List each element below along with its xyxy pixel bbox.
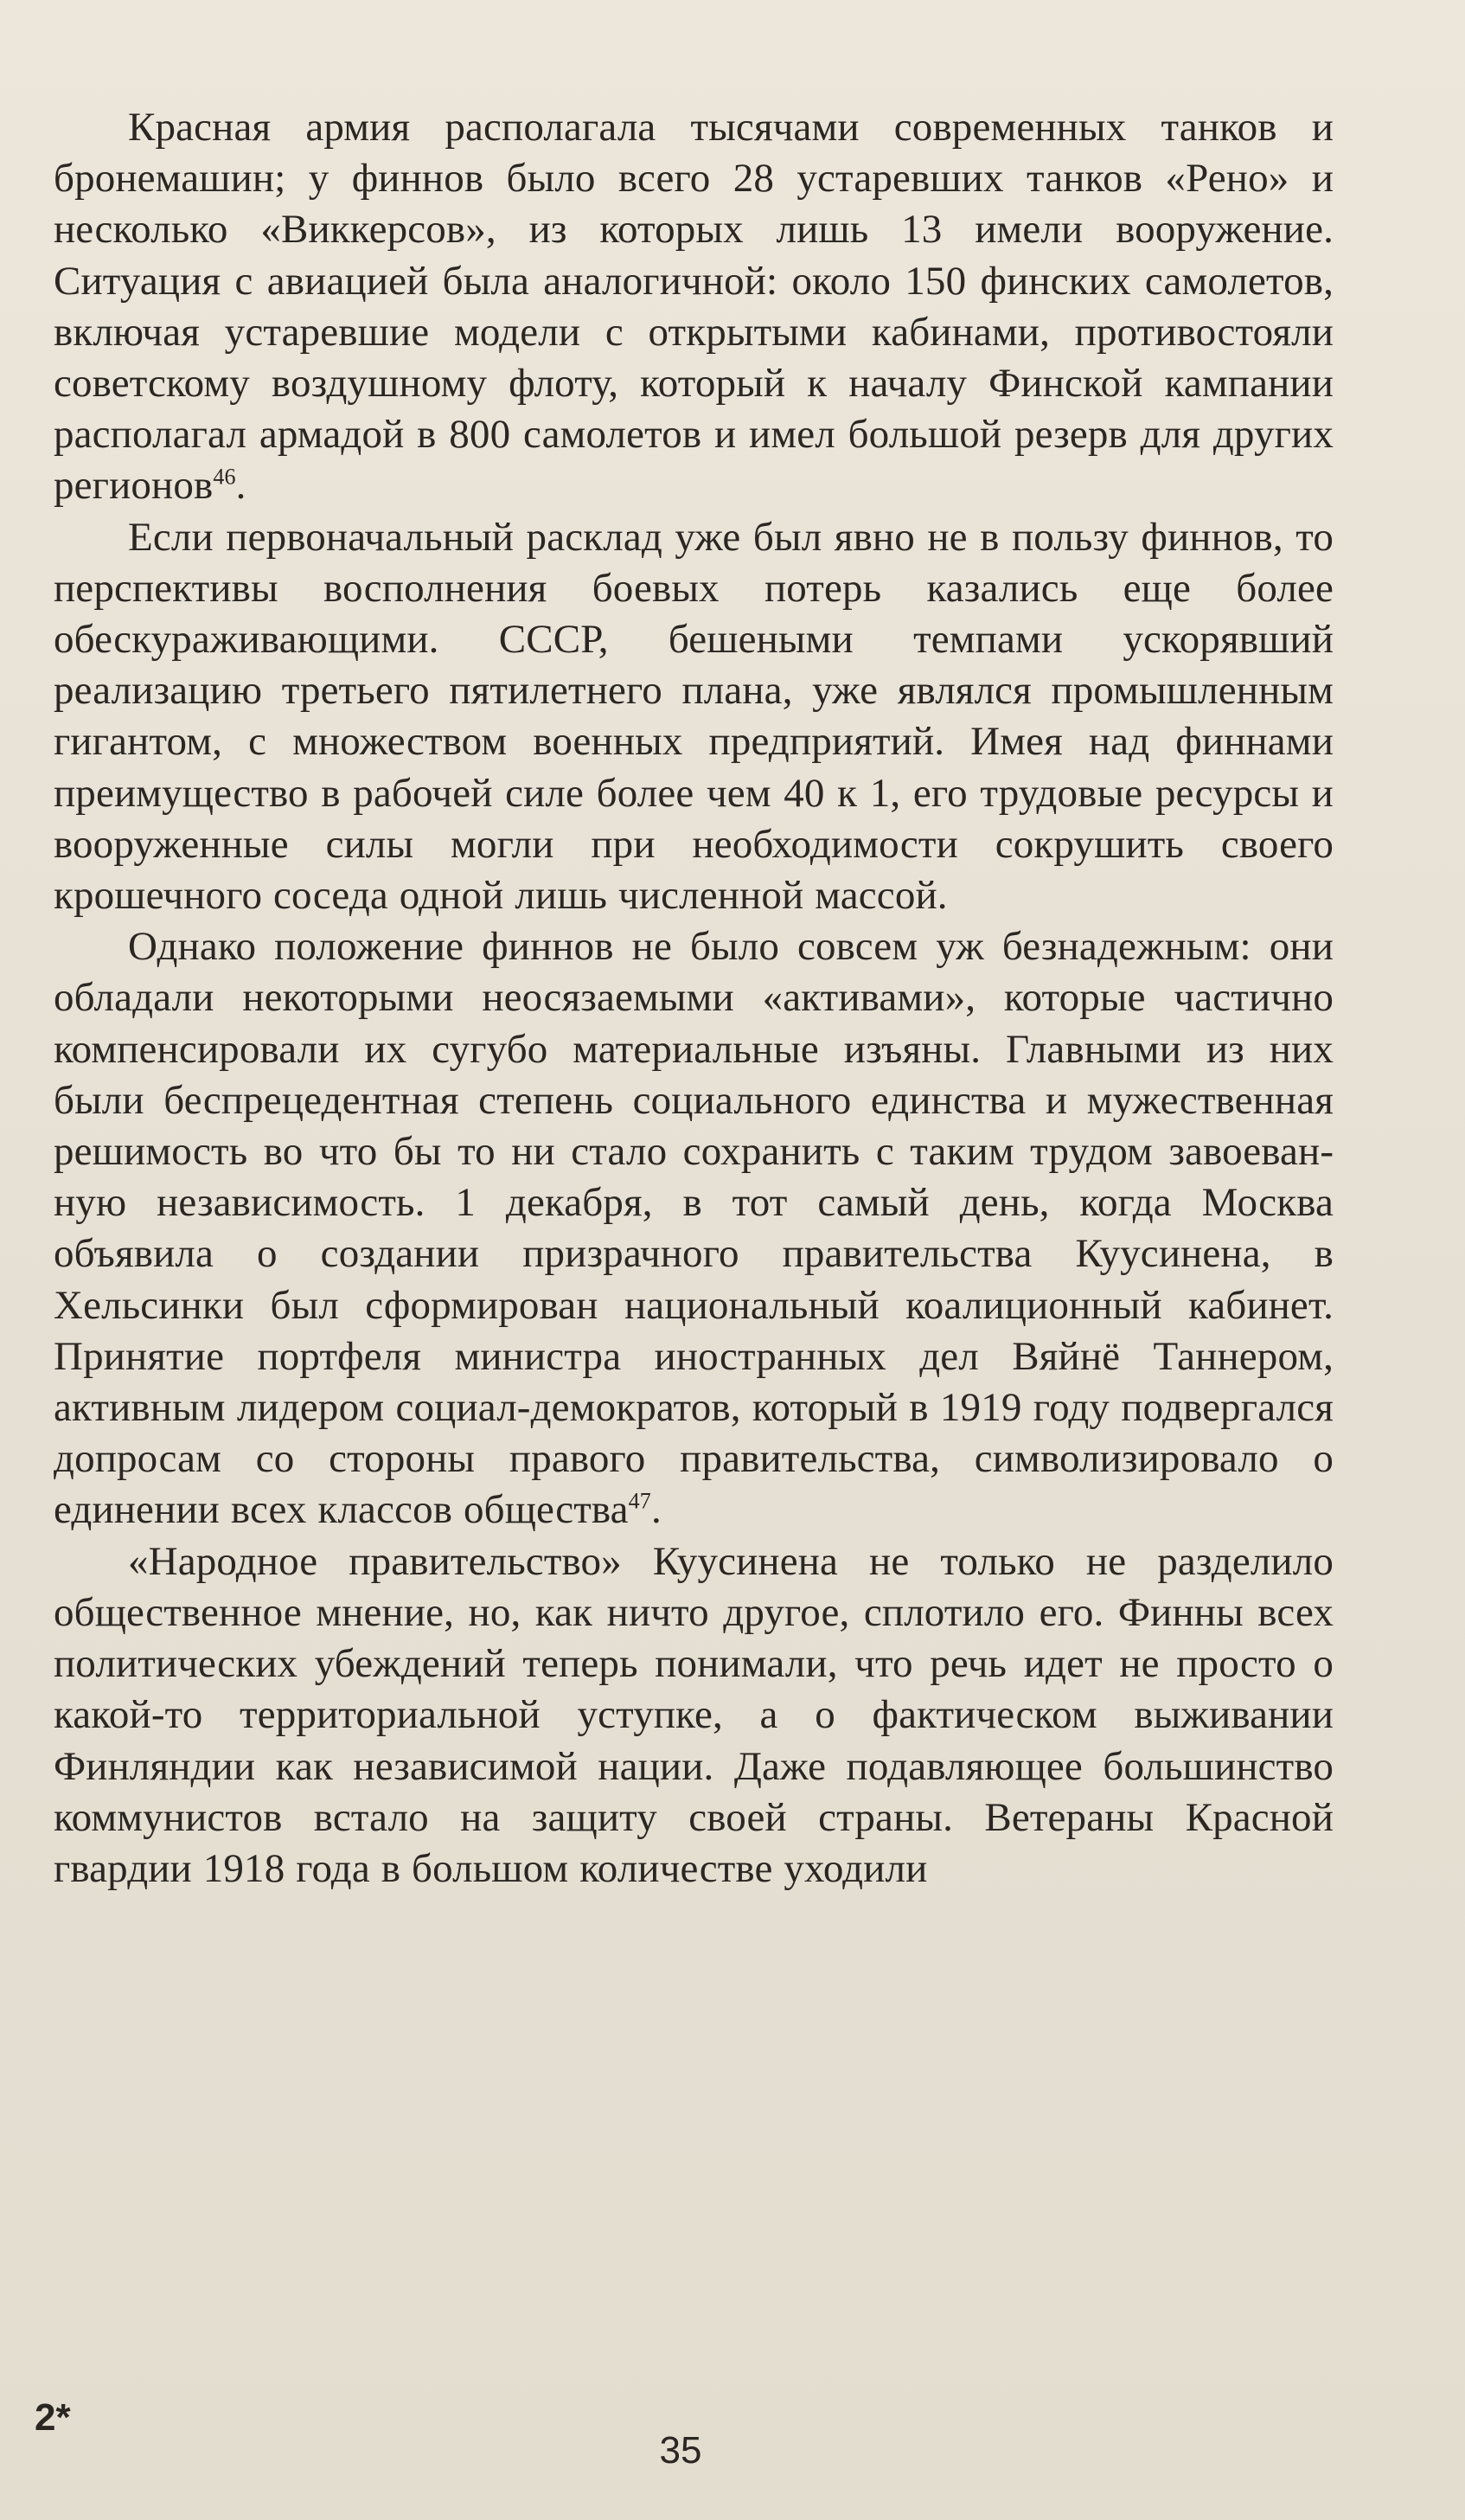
footnote-ref-46: 46 xyxy=(213,464,236,490)
footnote-ref-47: 47 xyxy=(628,1488,651,1514)
paragraph-1 xyxy=(54,102,1334,512)
paragraph-4 xyxy=(54,1536,1334,1895)
paragraph-2-text: Если первоначальный расклад уже был явно не в пользу финнов, то перспективы восполнения боевых потерь казались еще более обескураживающими. СССР, бешеными темпами ускорявший реализацию третьего пятилетнего плана, уже являлся промышленным гигантом, с множеством военных предприятий. Имея над финнами преимущество в рабочей силе более чем 40 к 1, его трудовые ресурсы и вооруженные силы могли при необходимости сокрушить своего крошечного соседа одной лишь численной массой. xyxy=(54,514,1334,919)
signature-mark: 2* xyxy=(35,2396,71,2439)
paragraph-3 xyxy=(54,921,1334,1536)
body-text xyxy=(54,102,1334,1895)
paragraph-2 xyxy=(54,512,1334,922)
paragraph-1-end: . xyxy=(235,463,246,509)
paragraph-1-text: Красная армия располагала тысячами современных танков и бронемашин; у финнов было всего 28 устаревших танков «Рено» и несколько «Виккерсов», из которых лишь 13 имели вооружение. Ситуация с авиацией была аналогичной: около 150 финских самолетов, включая устаревшие модели с открытыми кабинами, противостояли советскому воздушному флоту, который к началу Финской кампании располагал армадой в 800 самолетов и имел большой резерв для других регионов xyxy=(54,105,1334,509)
paragraph-3-end: . xyxy=(650,1487,662,1533)
paragraph-3-text: Однако положение финнов не было совсем уж безнадежным: они обладали некоторыми неосязаемыми «активами», которые частично компенсировали их сугубо материальные изъяны. Главными из них были беспрецедентная степень социального единства и мужественная решимость во что бы то ни стало сохранить с таким трудом завоеванную независимость. 1 декабря, в тот самый день, когда Москва объявила о создании призрачного правительства Куусинена, в Хельсинки был сформирован национальный коалиционный кабинет. Принятие портфеля министра иностранных дел Вяйнё Таннером, активным лидером социал-демократов, который в 1919 году подвергался допросам со стороны правого правительства, символизировало о единении всех классов общества xyxy=(54,924,1334,1533)
page-number: 35 xyxy=(659,2429,702,2472)
paragraph-4-text: «Народное правительство» Куусинена не только не разделило общественное мнение, но, как ничто другое, сплотило его. Финны всех политических убеждений теперь понимали, что речь идет не просто о какой-то территориальной уступке, а о фактическом выживании Финляндии как независимой нации. Даже подавляющее большинство коммунистов встало на защиту своей страны. Ветераны Красной гвардии 1918 года в большом количестве уходили xyxy=(54,1538,1334,1891)
